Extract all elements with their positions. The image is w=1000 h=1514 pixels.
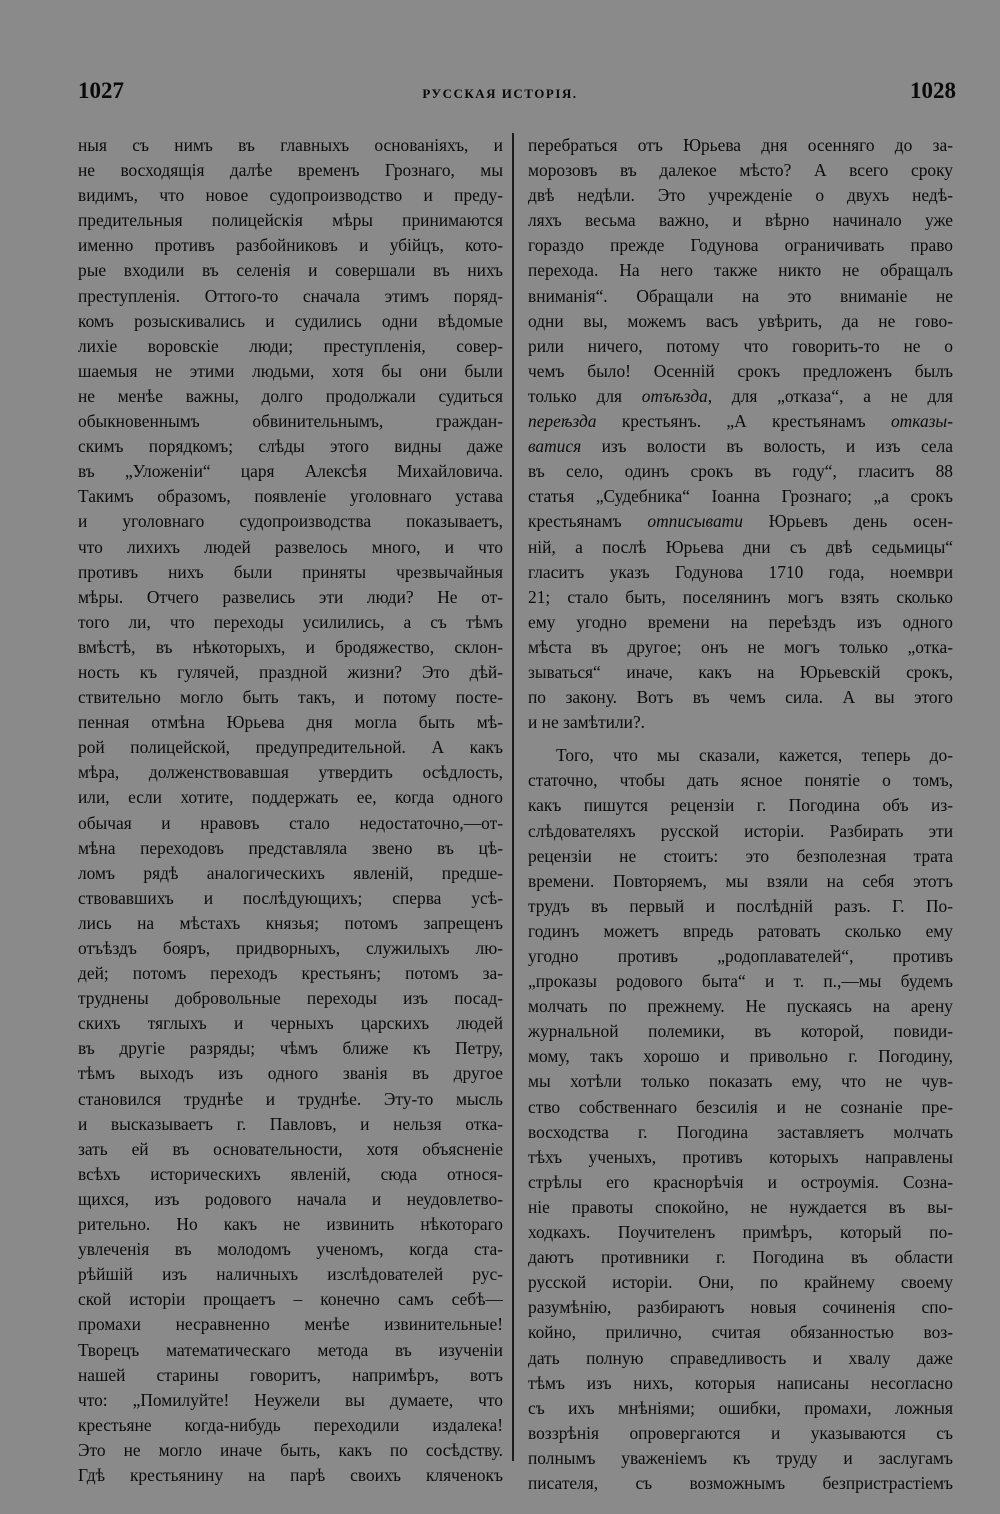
page-number-right: 1028	[910, 78, 956, 103]
right-paragraph-1-top	[528, 133, 953, 384]
text-line: крестьяне когда-нибудь переходили издалека!	[78, 1414, 503, 1435]
paragraph-gap	[528, 735, 953, 743]
text-line: чемъ было! Осенній срокъ предложенъ былъ	[528, 360, 953, 381]
text-line: по закону. Вотъ въ чемъ сила. А вы этого	[528, 687, 953, 708]
text-line: въ село, одинъ срокъ въ году“, гласитъ 88	[528, 461, 953, 482]
text-line: одни вы, можемъ васъ увѣрить, да не гово-	[528, 310, 953, 331]
text-line: перебраться отъ Юрьева дня осенняго до за-	[528, 135, 953, 155]
text-line: мѣра, долженствовавшая утвердить осѣдлость,	[78, 762, 503, 783]
text-line: гораздо прежде Годунова ограничивать право	[528, 235, 953, 256]
text-line: ныя съ нимъ въ главныхъ основаніяхъ, и	[78, 135, 503, 155]
text-line: ломъ рядѣ аналогическихъ явленій, предше-	[78, 862, 503, 883]
text-line: и уголовнаго судопроизводства показываетъ,	[78, 511, 503, 532]
text-line: зываться“ иначе, какъ на Юрьевскій срокъ,	[528, 661, 953, 682]
text-line: скихъ тяглыхъ и черныхъ царскихъ людей	[78, 1013, 503, 1034]
text-line: видимъ, что новое судопроизводство и преду-	[78, 185, 503, 206]
running-title: РУССКАЯ ИСТОРІЯ.	[422, 86, 578, 101]
text-line: „проказы родового быта“ и т. п.,—мы будемъ	[528, 971, 953, 992]
text-line: мѣры. Отчего развелись эти люди? Не от-	[78, 586, 503, 607]
text-line: ство собственнаго безсилія и не сознаніе пре-	[528, 1096, 953, 1117]
text-line: комъ розыскивались и судились одни вѣдомые	[78, 310, 503, 331]
text-line: именно противъ разбойниковъ и убійцъ, кото-	[78, 235, 503, 256]
text-line: ствовавшихъ и послѣдующихъ; сперва усѣ-	[78, 887, 503, 908]
text-line: зать ей въ основательности, хотя объясненіе	[78, 1138, 503, 1159]
text-line: рецензіи не стоитъ: это безполезная трата	[528, 845, 953, 866]
text-line: русской исторіи. Они, по крайнему своему	[528, 1272, 953, 1293]
text-line: предительныя полицейскія мѣры принимаются	[78, 210, 503, 231]
text-line: мѣста въ другое; онъ не могъ только „отка-	[528, 636, 953, 657]
text-line: ніе правоты спокойно, не нуждается въ вы-	[528, 1196, 953, 1217]
right-paragraph-1-bottom	[528, 535, 953, 736]
text-line: Такимъ образомъ, появленіе уголовнаго устава	[78, 486, 503, 507]
text-line: дать полную справедливость и хвалу даже	[528, 1347, 953, 1368]
text-line: переѣзда крестьянъ. „А крестьянамъ отказы-	[528, 411, 953, 432]
text-line: дей; потомъ переходъ крестьянъ; потомъ за-	[78, 963, 503, 984]
text-line: труднены добровольные переходы изъ посад-	[78, 988, 503, 1009]
text-line: гласитъ указъ Годунова 1710 года, ноември	[528, 561, 953, 582]
text-line: не восходящія далѣе временъ Грознаго, мы	[78, 160, 503, 181]
text-line: ность къ гулячей, праздной жизни? Это дѣй-	[78, 661, 503, 682]
text-line: воззрѣнія опровергаются и указываются съ	[528, 1422, 953, 1443]
text-line: угодно противъ „родоплавателей“, противъ	[528, 946, 953, 966]
text-line: койно, прилично, считая обязанностью воз-	[528, 1322, 953, 1343]
text-line: преступленія. Оттого-то сначала этимъ поряд-	[78, 285, 503, 306]
text-line: восходства г. Погодина заставляетъ молчать	[528, 1121, 953, 1142]
text-line: что: „Помилуйте! Неужели вы думаете, что	[78, 1389, 503, 1410]
text-line: промахи несравненно менѣе извинительные!	[78, 1314, 503, 1335]
text-line: становился труднѣе и труднѣе. Эту-то мысль	[78, 1088, 503, 1109]
text-line: ляхъ весьма важно, и вѣрно начинало уже	[528, 210, 953, 231]
text-line: 21; стало быть, поселянинъ могъ взять сколько	[528, 586, 953, 607]
text-line: молчать по прежнему. Не пускаясь на арену	[528, 996, 953, 1017]
text-line: ній, а послѣ Юрьева дни съ двѣ седьмицы“	[528, 536, 953, 557]
text-line: разумѣнію, разбираютъ новыя сочиненія спо-	[528, 1297, 953, 1318]
text-line: и высказываетъ г. Павловъ, и нельзя отка-	[78, 1113, 503, 1134]
text-line: тѣмъ выходъ изъ одного званія въ другое	[78, 1063, 503, 1084]
text-line: рые входили въ селенія и совершали въ нихъ	[78, 260, 503, 281]
text-line: ватися изъ волости въ волость, и изъ села	[528, 436, 953, 457]
text-line: того ли, что переходы усилились, а съ тѣмъ	[78, 611, 503, 632]
text-line: времени. Повторяемъ, мы взяли на себя этотъ	[528, 870, 953, 891]
text-line: двѣ недѣли. Это учрежденіе о двухъ недѣ-	[528, 185, 953, 206]
text-line: статья „Судебника“ Іоанна Грознаго; „а срокъ	[528, 486, 953, 507]
text-line: вмѣстѣ, въ нѣкоторыхъ, и бродяжество, склон-	[78, 636, 503, 657]
text-line: противъ нихъ были приняты чрезвычайныя	[78, 561, 503, 582]
text-line: съ ихъ мнѣніями; ошибки, промахи, ложныя	[528, 1397, 953, 1418]
text-line: тѣмъ изъ нихъ, которыя написаны несогласно	[528, 1372, 953, 1393]
text-line: Того, что мы сказали, кажется, теперь до-	[556, 745, 953, 766]
text-line: или, если хотите, поддержать ее, когда одного	[78, 787, 503, 808]
text-line: не менѣе важны, долго продолжали судиться	[78, 385, 503, 406]
text-line: рой полицейской, предупредительной. А какъ	[78, 737, 503, 758]
text-line: какъ пишутся рецензіи г. Погодина объ из-	[528, 795, 953, 816]
text-line: ходкахъ. Поучителенъ примѣръ, который по-	[528, 1222, 953, 1243]
text-line: статочно, чтобы дать ясное понятіе о томъ,	[528, 770, 953, 791]
text-line: Это не могло иначе быть, какъ по сосѣдству.	[78, 1439, 503, 1460]
text-line: стрѣлы его краснорѣчія и остроумія. Созна-	[528, 1171, 953, 1192]
text-line: отъѣздъ бояръ, придворныхъ, служилыхъ лю-	[78, 938, 503, 958]
text-line: годинъ можетъ впредь ратовать сколько ему	[528, 920, 953, 941]
text-line: ему угодно времени на переѣздъ изъ одного	[528, 611, 953, 632]
text-line: писателя, съ возможнымъ безпристрастіемъ	[528, 1472, 953, 1493]
text-line: мому, такъ хорошо и привольно г. Погодину,	[528, 1046, 953, 1067]
text-line: мѣна переходовъ представляла звено въ цѣ-	[78, 837, 503, 858]
text-line: въ другіе разряды; чѣмъ ближе къ Петру,	[78, 1038, 503, 1059]
text-line: пенная отмѣна Юрьева дня могла быть мѣ-	[78, 712, 503, 733]
text-line: крестьянамъ отписывати Юрьевъ день осен-	[528, 511, 953, 532]
text-line: перехода. На него также никто не обращалъ	[528, 260, 953, 281]
page-number-left: 1027	[78, 78, 124, 103]
text-line: Творецъ математическаго метода въ изученіи	[78, 1339, 503, 1360]
text-line: шаемыя не этими людьми, хотя бы они были	[78, 360, 503, 381]
text-line: тѣхъ ученыхъ, противъ которыхъ направлены	[528, 1146, 953, 1167]
text-line: щихся, изъ родового начала и неудовлетво-	[78, 1188, 503, 1209]
text-line: морозовъ въ далекое мѣсто? А всего сроку	[528, 160, 953, 181]
text-line: скимъ порядкомъ; слѣды этого видны даже	[78, 436, 503, 457]
text-line: нашей старины говоритъ, напримѣръ, вотъ	[78, 1364, 503, 1385]
text-line: ствительно могло быть такъ, и потому посте-	[78, 687, 503, 708]
text-line: вниманія“. Обращали на это вниманіе не	[528, 285, 953, 306]
text-line: обычая и нравовъ стало недостаточно,—от-	[78, 812, 503, 833]
text-line: трудъ въ первый и послѣдній разъ. Г. По-	[528, 895, 953, 916]
text-line: рили ничего, потому что говорить-то не о	[528, 335, 953, 356]
text-line: мы хотѣли только показать ему, что не чув-	[528, 1071, 953, 1092]
text-line: рительно. Но какъ не извинить нѣкотораго	[78, 1214, 503, 1235]
right-column	[528, 133, 953, 1496]
text-line: слѣдователяхъ русской исторіи. Разбирать эти	[528, 820, 953, 841]
column-divider	[512, 133, 514, 1461]
text-line: и не замѣтили?.	[528, 712, 646, 733]
text-line: лихіе воровскіе люди; преступленія, совер-	[78, 335, 503, 356]
right-paragraph-2	[528, 743, 953, 1496]
text-line: Гдѣ крестьянину на парѣ своихъ кляченокъ	[78, 1464, 503, 1485]
text-line: лись на мѣстахъ князья; потомъ запрещенъ	[78, 912, 503, 933]
text-line: въ „Уложеніи“ царя Алексѣя Михайловича.	[78, 461, 503, 482]
text-line: всѣхъ историческихъ явленій, сюда относя-	[78, 1163, 503, 1184]
text-line: увлеченія въ молодомъ ученомъ, когда ста-	[78, 1239, 503, 1260]
text-line: журнальной полемики, въ которой, повиди-	[528, 1021, 953, 1042]
page-header	[0, 78, 1000, 118]
text-line: обыкновеннымъ обвинительнымъ, граждан-	[78, 411, 503, 432]
text-line: полнымъ уваженіемъ къ труду и заслугамъ	[528, 1447, 953, 1468]
text-line: только для отъѣзда, для „отказа“, а не для	[528, 385, 953, 406]
text-line: даютъ противники г. Погодина въ области	[528, 1247, 953, 1268]
text-line: что лихихъ людей развелось много, и что	[78, 536, 503, 557]
text-line: ской исторіи прощаетъ – конечно самъ себѣ—	[78, 1289, 503, 1310]
text-line: рѣйшій изъ наличныхъ изслѣдователей рус-	[78, 1264, 503, 1285]
left-column	[78, 133, 503, 1488]
